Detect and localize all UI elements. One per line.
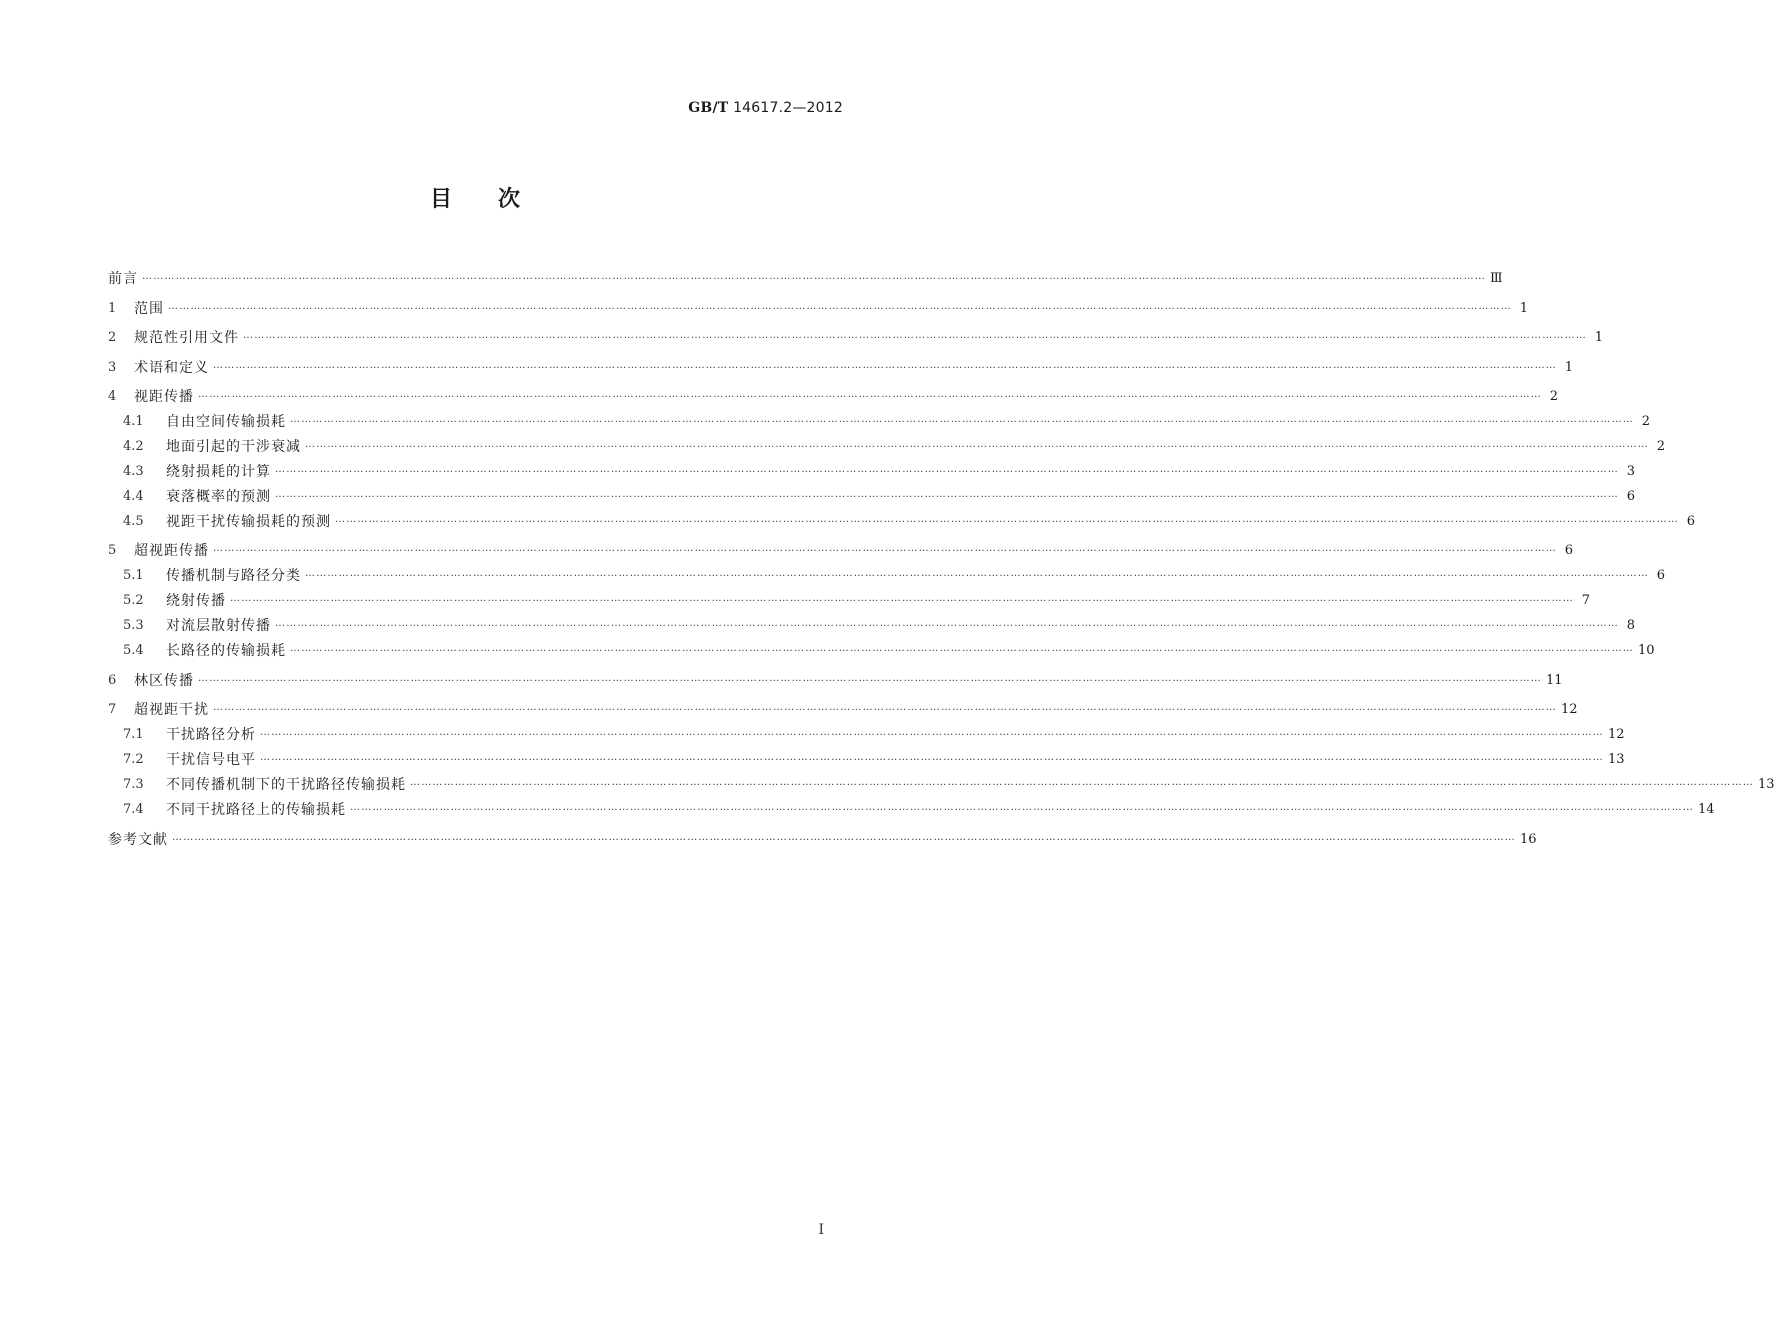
toc-leader-dots: ……………………………………………………………………………………………………………………………………………………………………………………………………………………………………………………………………………………………………………………………… (260, 727, 1604, 739)
toc-entry-number: 6 (108, 672, 117, 688)
toc-entry-page: 7 (1581, 593, 1590, 609)
toc-leader-dots: ……………………………………………………………………………………………………………………………………………………………………………………………………………………………………………………………………………………………………………………………… (305, 438, 1649, 450)
page-title: 目次 (429, 187, 566, 212)
toc-entry-number: 4.4 (123, 488, 144, 504)
toc-entry-label: 自由空间传输损耗 (166, 413, 286, 430)
toc-entry-label: 对流层散射传播 (166, 618, 271, 635)
toc-entry-page: 1 (1519, 300, 1528, 316)
toc-entry-number: 7.3 (123, 777, 144, 793)
toc-entry[interactable] (108, 745, 1625, 770)
toc-entry-number: 5.3 (123, 618, 144, 634)
toc-leader-dots: ……………………………………………………………………………………………………………………………………………………………………………………………………………………………………………………………………………………………………………………………… (350, 802, 1694, 814)
toc-entry-label: 不同传播机制下的干扰路径传输损耗 (166, 777, 406, 794)
toc-entry[interactable] (108, 407, 1650, 432)
toc-entry-page: 14 (1698, 802, 1715, 818)
toc-leader-dots: ……………………………………………………………………………………………………………………………………………………………………………………………………………………………………………………………………………………………………………………………… (410, 777, 1754, 789)
toc-leader-dots: ……………………………………………………………………………………………………………………………………………………………………………………………………………………………………………………………………………………………………………………………… (142, 271, 1486, 283)
toc-entry-page: 12 (1561, 702, 1578, 718)
toc-entry-page: 1 (1594, 330, 1603, 346)
toc-leader-dots: ……………………………………………………………………………………………………………………………………………………………………………………………………………………………………………………………………………………………………………………………… (290, 643, 1634, 655)
toc-entry[interactable] (108, 319, 1603, 348)
toc-leader-dots: ……………………………………………………………………………………………………………………………………………………………………………………………………………………………………………………………………………………………………………………………… (198, 388, 1542, 400)
toc-entry[interactable] (108, 820, 1537, 849)
toc-entry-label: 绕射传播 (166, 593, 226, 610)
toc-entry-number: 5.1 (123, 568, 144, 584)
toc-entry[interactable] (108, 795, 1715, 820)
toc-entry-page: 2 (1641, 413, 1650, 429)
toc-entry-number: 5.2 (123, 593, 144, 609)
toc-leader-dots: ……………………………………………………………………………………………………………………………………………………………………………………………………………………………………………………………………………………………………………………………… (243, 330, 1587, 342)
toc-entry[interactable] (108, 432, 1665, 457)
toc-entry[interactable] (108, 586, 1590, 611)
toc-entry-page: 2 (1656, 438, 1665, 454)
toc-leader-dots: ……………………………………………………………………………………………………………………………………………………………………………………………………………………………………………………………………………………………………………………………… (275, 463, 1619, 475)
toc-entry-number: 3 (108, 359, 117, 375)
toc-entry[interactable] (108, 532, 1573, 561)
toc-entry-number: 4.5 (123, 513, 144, 529)
toc-entry[interactable] (108, 661, 1563, 690)
toc-entry-page: 11 (1546, 672, 1563, 688)
toc-entry-label: 长路径的传输损耗 (166, 643, 286, 660)
toc-entry[interactable] (108, 348, 1573, 377)
toc-entry-number: 4.1 (123, 413, 144, 429)
toc-entry-page: 16 (1520, 831, 1537, 847)
toc-entry-page: 10 (1638, 643, 1655, 659)
toc-entry-page: 6 (1626, 488, 1635, 504)
toc-entry-number: 7 (108, 702, 117, 718)
toc-entry-label: 地面引起的干涉衰减 (166, 438, 301, 455)
toc-entry[interactable] (108, 378, 1558, 407)
toc-entry-number: 5 (108, 543, 117, 559)
toc-entry-page: 13 (1608, 752, 1625, 768)
toc-leader-dots: ……………………………………………………………………………………………………………………………………………………………………………………………………………………………………………………………………………………………………………………………… (260, 752, 1604, 764)
toc-entry[interactable] (108, 691, 1578, 720)
toc-entry-label: 超视距传播 (134, 543, 209, 560)
toc-entry-label: 视距干扰传输损耗的预测 (166, 513, 331, 530)
toc-entry-label: 干扰路径分析 (166, 727, 256, 744)
toc-entry-label: 视距传播 (134, 388, 194, 405)
standard-number (688, 100, 843, 116)
toc-leader-dots: ……………………………………………………………………………………………………………………………………………………………………………………………………………………………………………………………………………………………………………………………… (230, 593, 1574, 605)
toc-entry-label: 干扰信号电平 (166, 752, 256, 769)
toc-entry-page: 8 (1626, 618, 1635, 634)
toc-leader-dots: ……………………………………………………………………………………………………………………………………………………………………………………………………………………………………………………………………………………………………………………………… (213, 702, 1557, 714)
toc-entry-label: 不同干扰路径上的传输损耗 (166, 802, 346, 819)
toc-entry-label: 绕射损耗的计算 (166, 463, 271, 480)
table-of-contents (108, 260, 1775, 850)
toc-entry-label: 范围 (134, 300, 164, 317)
toc-leader-dots: ……………………………………………………………………………………………………………………………………………………………………………………………………………………………………………………………………………………………………………………………… (168, 300, 1512, 312)
toc-entry-number: 4.2 (123, 438, 144, 454)
toc-entry-label: 衰落概率的预测 (166, 488, 271, 505)
toc-entry[interactable] (108, 457, 1635, 482)
toc-leader-dots: ……………………………………………………………………………………………………………………………………………………………………………………………………………………………………………………………………………………………………………………………… (198, 672, 1542, 684)
toc-leader-dots: ……………………………………………………………………………………………………………………………………………………………………………………………………………………………………………………………………………………………………………………………… (172, 831, 1516, 843)
toc-leader-dots: ……………………………………………………………………………………………………………………………………………………………………………………………………………………………………………………………………………………………………………………………… (290, 413, 1634, 425)
toc-leader-dots: ……………………………………………………………………………………………………………………………………………………………………………………………………………………………………………………………………………………………………………………………… (275, 488, 1619, 500)
toc-entry-page: 6 (1686, 513, 1695, 529)
toc-leader-dots: ……………………………………………………………………………………………………………………………………………………………………………………………………………………………………………………………………………………………………………………………… (305, 568, 1649, 580)
toc-leader-dots: ……………………………………………………………………………………………………………………………………………………………………………………………………………………………………………………………………………………………………………………………… (213, 359, 1557, 371)
toc-entry[interactable] (108, 561, 1665, 586)
toc-leader-dots: ……………………………………………………………………………………………………………………………………………………………………………………………………………………………………………………………………………………………………………………………… (275, 618, 1619, 630)
toc-entry-page: 12 (1608, 727, 1625, 743)
toc-entry-page: 2 (1549, 388, 1558, 404)
toc-entry-label: 参考文献 (108, 831, 168, 848)
toc-entry[interactable] (108, 482, 1635, 507)
page-folio: I (818, 1222, 824, 1238)
toc-entry-page: Ⅲ (1490, 271, 1503, 287)
toc-entry-number: 7.2 (123, 752, 144, 768)
standard-prefix: GB/T (688, 100, 729, 116)
toc-entry-number: 7.4 (123, 802, 144, 818)
toc-entry-page: 1 (1564, 359, 1573, 375)
toc-entry-label: 超视距干扰 (134, 702, 209, 719)
toc-entry-number: 7.1 (123, 727, 144, 743)
toc-entry-label: 林区传播 (134, 672, 194, 689)
toc-leader-dots: ……………………………………………………………………………………………………………………………………………………………………………………………………………………………………………………………………………………………………………………………… (335, 513, 1679, 525)
toc-entry-label: 术语和定义 (134, 359, 209, 376)
toc-entry[interactable] (108, 770, 1775, 795)
standard-code: 14617.2—2012 (733, 100, 843, 116)
toc-entry-number: 4.3 (123, 463, 144, 479)
toc-entry[interactable] (108, 636, 1655, 661)
toc-entry[interactable] (108, 289, 1528, 318)
toc-entry-page: 3 (1626, 463, 1635, 479)
toc-entry-number: 4 (108, 388, 117, 404)
toc-leader-dots: ……………………………………………………………………………………………………………………………………………………………………………………………………………………………………………………………………………………………………………………………… (213, 543, 1557, 555)
toc-entry-number: 5.4 (123, 643, 144, 659)
toc-entry-label: 传播机制与路径分类 (166, 568, 301, 585)
toc-entry-page: 6 (1564, 543, 1573, 559)
toc-entry[interactable] (108, 611, 1635, 636)
toc-entry-label: 前言 (108, 271, 138, 288)
toc-entry-label: 规范性引用文件 (134, 330, 239, 347)
toc-entry[interactable] (108, 260, 1503, 289)
toc-entry-page: 13 (1758, 777, 1775, 793)
toc-entry-number: 1 (108, 300, 117, 316)
toc-entry[interactable] (108, 720, 1625, 745)
toc-entry-page: 6 (1656, 568, 1665, 584)
toc-entry-number: 2 (108, 330, 117, 346)
toc-entry[interactable] (108, 507, 1695, 532)
